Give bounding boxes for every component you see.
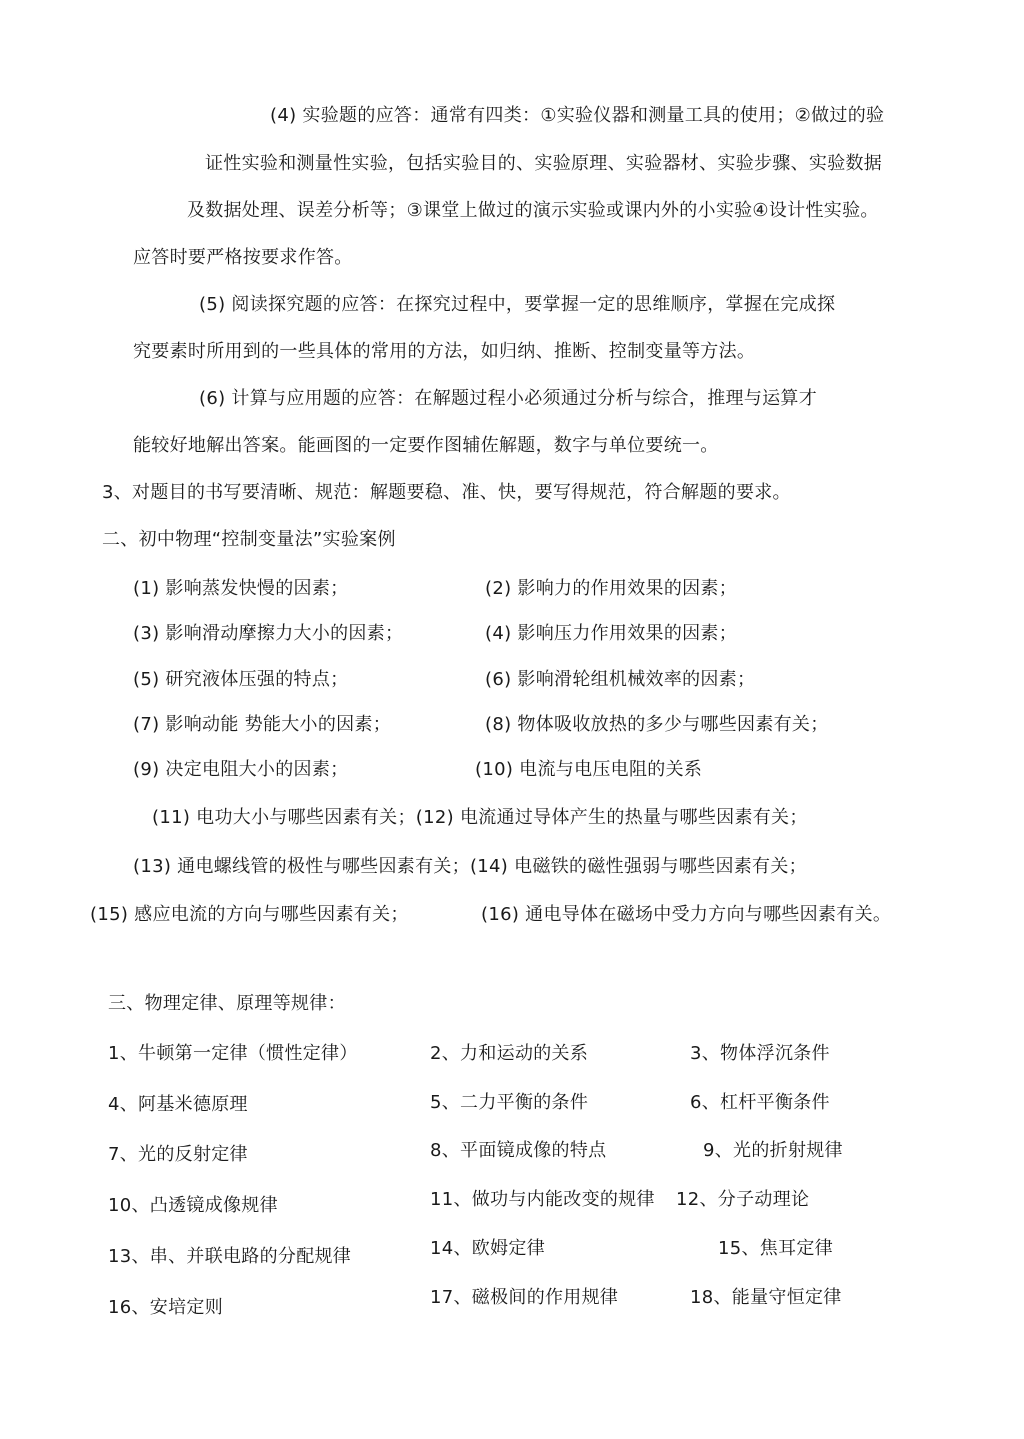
law-item: 18、能量守恒定律 — [690, 1287, 842, 1308]
law-item: 11、做功与内能改变的规律 — [430, 1189, 655, 1210]
law-item: 10、凸透镜成像规律 — [108, 1195, 278, 1216]
section2-item: (11) 电功大小与哪些因素有关；(12) 电流通过导体产生的热量与哪些因素有关； — [152, 807, 808, 828]
law-item: 16、安培定则 — [108, 1297, 224, 1318]
law-item: 6、杠杆平衡条件 — [690, 1092, 830, 1113]
para5-line2: 究要素时所用到的一些具体的常用的方法，如归纳、推断、控制变量等方法。 — [133, 341, 756, 362]
para5-line1: (5) 阅读探究题的应答：在探究过程中，要掌握一定的思维顺序，掌握在完成探 — [199, 294, 836, 315]
section2-item: (6) 影响滑轮组机械效率的因素； — [485, 669, 756, 690]
law-item: 13、串、并联电路的分配规律 — [108, 1246, 352, 1267]
section2-item: (9) 决定电阻大小的因素； — [133, 759, 349, 780]
section2-item: (5) 研究液体压强的特点； — [133, 669, 349, 690]
section2-item: (15) 感应电流的方向与哪些因素有关； — [90, 904, 409, 925]
law-item: 12、分子动理论 — [676, 1189, 810, 1210]
law-item: 2、力和运动的关系 — [430, 1043, 589, 1064]
section2-item: (10) 电流与电压电阻的关系 — [475, 759, 703, 780]
law-item: 17、磁极间的作用规律 — [430, 1287, 619, 1308]
para4-line4: 应答时要严格按要求作答。 — [133, 247, 353, 268]
section2-heading: 二、初中物理“控制变量法”实验案例 — [102, 529, 396, 550]
law-item: 15、焦耳定律 — [718, 1238, 834, 1259]
law-item: 1、牛顿第一定律（惯性定律） — [108, 1043, 358, 1064]
para4-line3: 及数据处理、误差分析等；③课堂上做过的演示实验或课内外的小实验④设计性实验。 — [187, 200, 879, 221]
section2-item: (8) 物体吸收放热的多少与哪些因素有关； — [485, 714, 829, 735]
law-item: 9、光的折射规律 — [703, 1140, 843, 1161]
law-item: 5、二力平衡的条件 — [430, 1092, 589, 1113]
law-item: 14、欧姆定律 — [430, 1238, 546, 1259]
law-item: 8、平面镜成像的特点 — [430, 1140, 607, 1161]
section2-item: (13) 通电螺线管的极性与哪些因素有关；(14) 电磁铁的磁性强弱与哪些因素有关； — [133, 856, 807, 877]
para6-line2: 能较好地解出答案。能画图的一定要作图辅佐解题，数字与单位要统一。 — [133, 435, 719, 456]
section2-item: (16) 通电导体在磁场中受力方向与哪些因素有关。 — [481, 904, 892, 925]
para4-line2: 证性实验和测量性实验，包括实验目的、实验原理、实验器材、实验步骤、实验数据 — [205, 153, 883, 174]
para4-line1: (4) 实验题的应答：通常有四类：①实验仪器和测量工具的使用；②做过的验 — [270, 105, 885, 126]
section3-heading: 三、物理定律、原理等规律： — [108, 993, 346, 1014]
section2-item: (4) 影响压力作用效果的因素； — [485, 623, 738, 644]
law-item: 4、阿基米德原理 — [108, 1094, 248, 1115]
section2-item: (2) 影响力的作用效果的因素； — [485, 578, 738, 599]
section2-item: (7) 影响动能 势能大小的因素； — [133, 714, 392, 735]
para6-line1: (6) 计算与应用题的应答：在解题过程小必须通过分析与综合，推理与运算才 — [199, 388, 818, 409]
point-3: 3、对题目的书写要清晰、规范：解题要稳、准、快，要写得规范，符合解题的要求。 — [102, 482, 791, 503]
section2-item: (1) 影响蒸发快慢的因素； — [133, 578, 349, 599]
law-item: 3、物体浮沉条件 — [690, 1043, 830, 1064]
section2-item: (3) 影响滑动摩擦力大小的因素； — [133, 623, 404, 644]
law-item: 7、光的反射定律 — [108, 1144, 248, 1165]
